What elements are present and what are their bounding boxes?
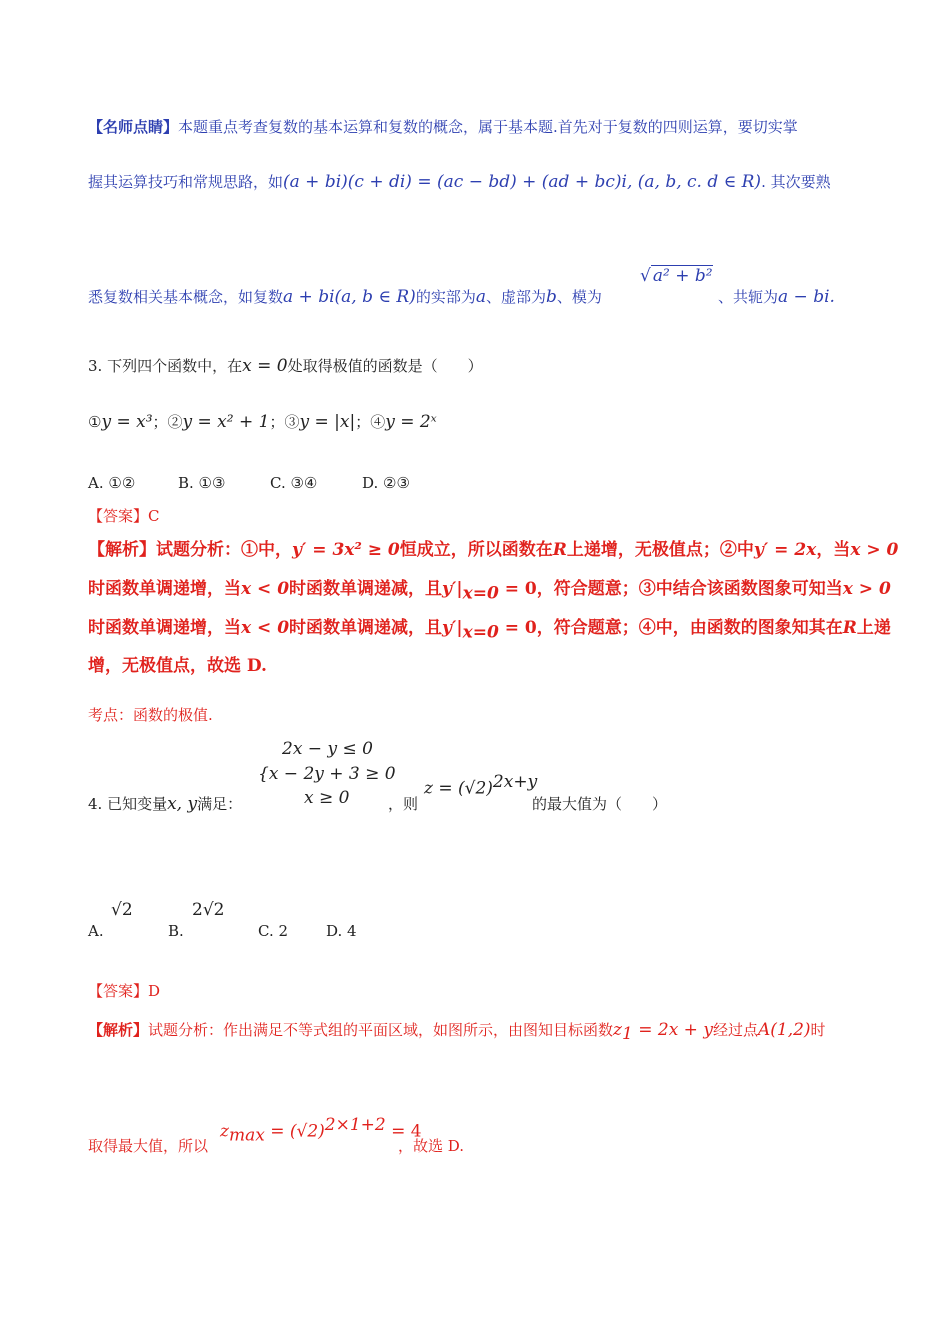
q4-choice-d: D. 4: [326, 922, 357, 940]
q3-stem: 3. 下列四个函数中，在x = 0处取得极值的函数是（ ）: [88, 356, 483, 376]
tip-line-2: 握其运算技巧和常规思路，如(a + bi)(c + di) = (ac − bd) + (ad + bc)i, (a, b, c. d ∈ R). 其次要熟: [88, 172, 831, 192]
q4-system-line-1: 2x − y ≤ 0: [282, 739, 373, 759]
q3-choice-a: A. ①②: [88, 474, 136, 492]
q4-analysis-line-2-tail: ，故选 D.: [398, 1137, 465, 1155]
q3-functions: ①y = x³；②y = x² + 1；③y = |x|；④y = 2ˣ: [88, 412, 437, 432]
q3-answer: 【答案】C: [88, 507, 160, 525]
tip-line-3-tail: 、共轭为a − bi.: [718, 287, 835, 307]
q4-system-line-3: x ≥ 0: [304, 788, 350, 808]
q3-choice-b: B. ①③: [178, 474, 226, 492]
complex-multiplication-formula: (a + bi)(c + di) = (ac − bd) + (ad + bc)i, (a, b, c. d ∈ R): [283, 172, 762, 192]
tip-line-1: 【名师点睛】本题重点考查复数的基本运算和复数的概念，属于基本题.首先对于复数的四则运算，要切实掌: [88, 118, 798, 136]
q4-stem-then: ，则: [388, 795, 419, 813]
q4-stem-tail: 的最大值为（ ）: [532, 795, 668, 813]
q3-analysis-line-2: 时函数单调递增，当x < 0时函数单调递减，且$y'|_{x=0} = 0$，符合题意；③中结合该函数图象可知当x > 0: [88, 579, 891, 604]
q4-choice-c: C. 2: [258, 922, 289, 940]
q4-zmax-formula: $z_{max} = (√2)^{2\times 1+2} = 4$: [220, 1115, 422, 1146]
q3-analysis-line-3: 时函数单调递增，当x < 0时函数单调递减，且$y'|_{x=0} = 0$，符合题意；④中，由函数的图象知其在R上递: [88, 618, 891, 643]
q3-analysis-line-4: 增，无极值点，故选 D.: [88, 656, 267, 676]
q4-answer: 【答案】D: [88, 982, 161, 1000]
q4-analysis-line-2-lead: 取得最大值，所以: [88, 1137, 209, 1155]
q4-stem: 4. 已知变量x, y满足：: [88, 794, 243, 814]
tip-line-3: 悉复数相关基本概念，如复数a + bi(a, b ∈ R)的实部为a、虚部为b、模为: [88, 287, 602, 307]
q3-analysis-line-1: 【解析】试题分析：①中，y′ = 3x² ≥ 0恒成立，所以函数在R上递增，无极值点；②中y′ = 2x，当x > 0: [88, 540, 899, 560]
q4-choice-a-value: √2: [111, 900, 133, 920]
q3-kaodian: 考点：函数的极值.: [88, 706, 213, 724]
q3-choice-c: C. ③④: [270, 474, 318, 492]
q4-choice-b-value: 2√2: [192, 900, 225, 920]
q3-choice-d: D. ②③: [362, 474, 410, 492]
q4-analysis-line-1: 【解析】试题分析：作出满足不等式组的平面区域，如图所示，由图知目标函数$z_1 = 2x + y$经过点A(1,2)时: [88, 1020, 826, 1044]
q4-z-formula: $z = (√2)^{2x+y}$: [424, 772, 538, 799]
q4-choice-b-label: B.: [168, 922, 184, 940]
modulus-formula: √ a² + b²: [640, 266, 713, 286]
q4-system-line-2: {x − 2y + 3 ≥ 0: [258, 764, 396, 784]
tip-tag: 【名师点睛】: [88, 118, 179, 136]
q4-choice-a-label: A.: [88, 922, 104, 940]
